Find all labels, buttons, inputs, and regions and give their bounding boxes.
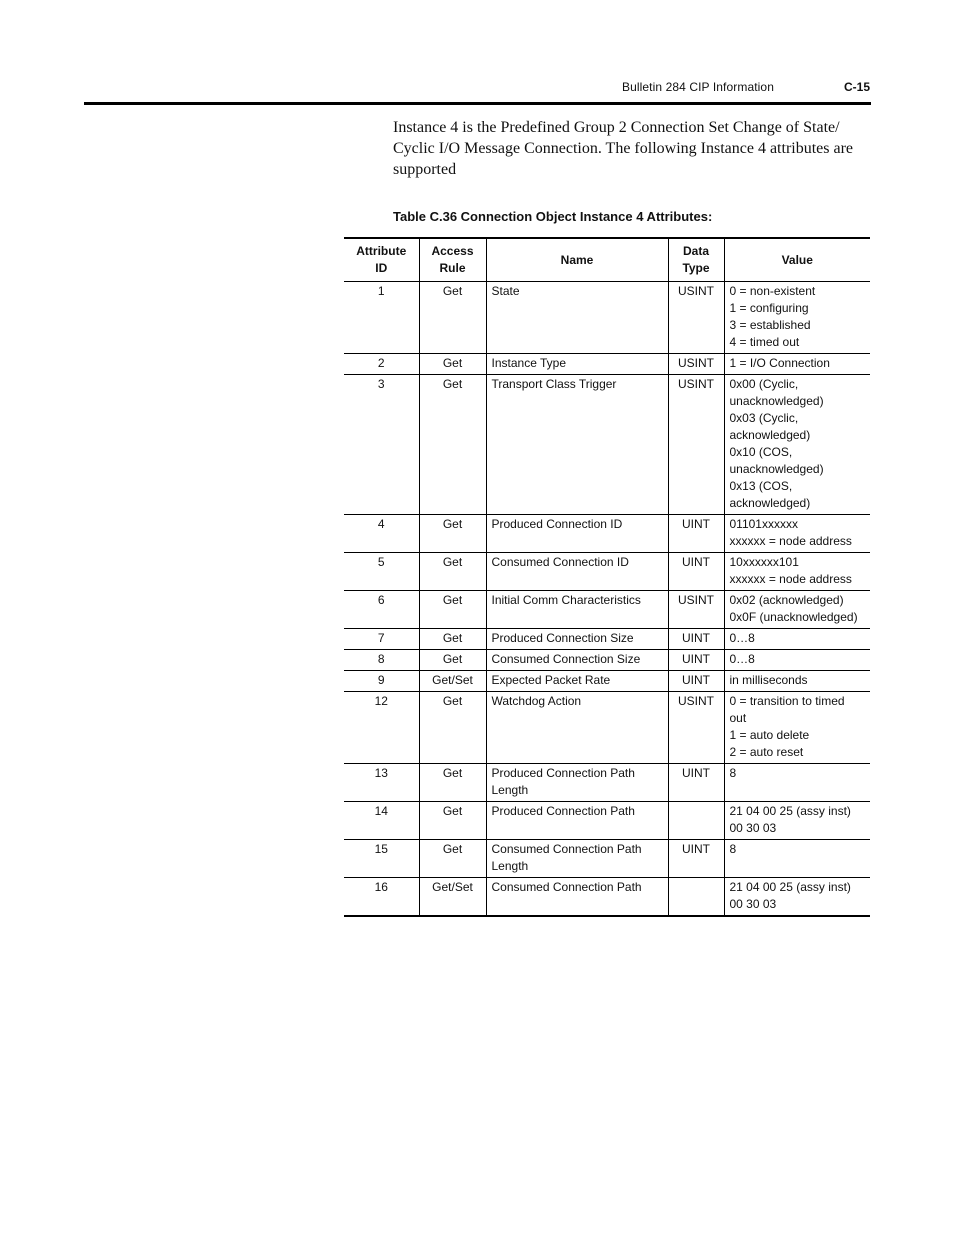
value-line: 1 = I/O Connection [729, 356, 830, 370]
value-line: 00 30 03 [729, 897, 777, 911]
attributes-table [344, 237, 870, 917]
value-cell [724, 629, 870, 650]
table-row [344, 629, 870, 650]
value-line: 0x13 (COS, [729, 479, 793, 493]
name-cell: Produced Connection Path Length [486, 764, 668, 802]
table-row [344, 375, 870, 515]
value-line: 0 = transition to timed [729, 694, 845, 708]
header-title: Bulletin 284 CIP Information [621, 80, 774, 94]
table-row [344, 650, 870, 671]
attribute-id-cell: 8 [344, 650, 419, 671]
value-cell [724, 840, 870, 878]
value-line: 8 [729, 842, 737, 856]
attribute-id-cell: 14 [344, 802, 419, 840]
name-cell: Consumed Connection Path Length [486, 840, 668, 878]
attribute-id-cell: 5 [344, 553, 419, 591]
value-cell [724, 764, 870, 802]
value-line: acknowledged) [729, 428, 811, 442]
access-rule-cell: Get [419, 553, 486, 591]
value-line: 0…8 [729, 652, 755, 666]
name-cell: Consumed Connection Size [486, 650, 668, 671]
value-line: 0x02 (acknowledged) [729, 593, 844, 607]
header-access-rule: Access Rule [419, 238, 486, 282]
table-row [344, 354, 870, 375]
attribute-id-cell: 15 [344, 840, 419, 878]
value-cell [724, 282, 870, 354]
data-type-cell: UINT [668, 553, 724, 591]
value-cell [724, 591, 870, 629]
header-rule [84, 102, 871, 105]
table-row [344, 692, 870, 764]
value-cell [724, 650, 870, 671]
attribute-id-cell: 13 [344, 764, 419, 802]
value-line: 21 04 00 25 (assy inst) [729, 804, 851, 818]
attribute-id-cell: 12 [344, 692, 419, 764]
access-rule-cell: Get [419, 840, 486, 878]
table-row [344, 671, 870, 692]
value-cell [724, 375, 870, 515]
value-line: xxxxxx = node address [729, 534, 852, 548]
access-rule-cell: Get [419, 375, 486, 515]
name-cell: Instance Type [486, 354, 668, 375]
table-row [344, 878, 870, 917]
access-rule-cell: Get [419, 650, 486, 671]
data-type-cell [668, 802, 724, 840]
value-cell [724, 692, 870, 764]
value-line: out [729, 711, 747, 725]
data-type-cell: UINT [668, 515, 724, 553]
name-cell: Consumed Connection Path [486, 878, 668, 917]
table-header-row [344, 238, 870, 282]
header-data-type: Data Type [668, 238, 724, 282]
data-type-cell: USINT [668, 692, 724, 764]
data-type-cell: USINT [668, 375, 724, 515]
value-line: 0 = non-existent [729, 284, 816, 298]
value-line: 10xxxxxx101 [729, 555, 799, 569]
table-row [344, 591, 870, 629]
name-cell: Initial Comm Characteristics [486, 591, 668, 629]
attribute-id-cell: 7 [344, 629, 419, 650]
value-line: 0x03 (Cyclic, [729, 411, 799, 425]
value-line: 2 = auto reset [729, 745, 804, 759]
access-rule-cell: Get [419, 629, 486, 650]
value-line: 21 04 00 25 (assy inst) [729, 880, 851, 894]
value-cell [724, 515, 870, 553]
access-rule-cell: Get [419, 802, 486, 840]
access-rule-cell: Get [419, 692, 486, 764]
name-cell: Produced Connection ID [486, 515, 668, 553]
attribute-id-cell: 6 [344, 591, 419, 629]
name-cell: State [486, 282, 668, 354]
value-line: 1 = auto delete [729, 728, 810, 742]
table-row [344, 802, 870, 840]
value-line: 1 = configuring [729, 301, 809, 315]
access-rule-cell: Get [419, 591, 486, 629]
value-line: in milliseconds [729, 673, 808, 687]
attribute-id-cell: 3 [344, 375, 419, 515]
value-line: 8 [729, 766, 737, 780]
access-rule-cell: Get [419, 282, 486, 354]
header-name: Name [486, 238, 668, 282]
header-value: Value [724, 238, 870, 282]
access-rule-cell: Get/Set [419, 878, 486, 917]
attribute-id-cell: 4 [344, 515, 419, 553]
value-cell [724, 802, 870, 840]
data-type-cell: UINT [668, 764, 724, 802]
value-line: 0…8 [729, 631, 755, 645]
table-row [344, 515, 870, 553]
value-line: 0x0F (unacknowledged) [729, 610, 858, 624]
value-cell [724, 878, 870, 917]
value-line: 3 = established [729, 318, 811, 332]
data-type-cell: UINT [668, 629, 724, 650]
running-header [600, 80, 870, 94]
value-line: 0x00 (Cyclic, [729, 377, 799, 391]
table-caption: Table C.36 Connection Object Instance 4 Attributes: [393, 209, 713, 224]
data-type-cell [668, 878, 724, 917]
access-rule-cell: Get [419, 515, 486, 553]
value-line: unacknowledged) [729, 462, 824, 476]
name-cell: Transport Class Trigger [486, 375, 668, 515]
value-cell [724, 553, 870, 591]
intro-paragraph: Instance 4 is the Predefined Group 2 Connection Set Change of State/ Cyclic I/O Message Connection. The following Instance 4 attributes are supported [393, 119, 854, 178]
data-type-cell: UINT [668, 671, 724, 692]
name-cell: Produced Connection Path [486, 802, 668, 840]
access-rule-cell: Get/Set [419, 671, 486, 692]
header-attribute-id: Attribute ID [344, 238, 419, 282]
table-row [344, 764, 870, 802]
data-type-cell: USINT [668, 282, 724, 354]
attribute-id-cell: 9 [344, 671, 419, 692]
data-type-cell: UINT [668, 650, 724, 671]
data-type-cell: USINT [668, 354, 724, 375]
table-row [344, 282, 870, 354]
access-rule-cell: Get [419, 764, 486, 802]
value-line: 0x10 (COS, [729, 445, 793, 459]
access-rule-cell: Get [419, 354, 486, 375]
value-line: 00 30 03 [729, 821, 777, 835]
value-line: xxxxxx = node address [729, 572, 852, 586]
name-cell: Watchdog Action [486, 692, 668, 764]
attribute-id-cell: 16 [344, 878, 419, 917]
data-type-cell: USINT [668, 591, 724, 629]
value-cell [724, 354, 870, 375]
attribute-id-cell: 1 [344, 282, 419, 354]
name-cell: Consumed Connection ID [486, 553, 668, 591]
attribute-id-cell: 2 [344, 354, 419, 375]
page-number: C-15 [843, 80, 870, 94]
table-row [344, 553, 870, 591]
value-cell [724, 671, 870, 692]
data-type-cell: UINT [668, 840, 724, 878]
value-line: acknowledged) [729, 496, 811, 510]
value-line: 01101xxxxxx [729, 517, 798, 531]
name-cell: Produced Connection Size [486, 629, 668, 650]
value-line: 4 = timed out [729, 335, 800, 349]
table-body [344, 282, 870, 917]
name-cell: Expected Packet Rate [486, 671, 668, 692]
table-row [344, 840, 870, 878]
value-line: unacknowledged) [729, 394, 824, 408]
